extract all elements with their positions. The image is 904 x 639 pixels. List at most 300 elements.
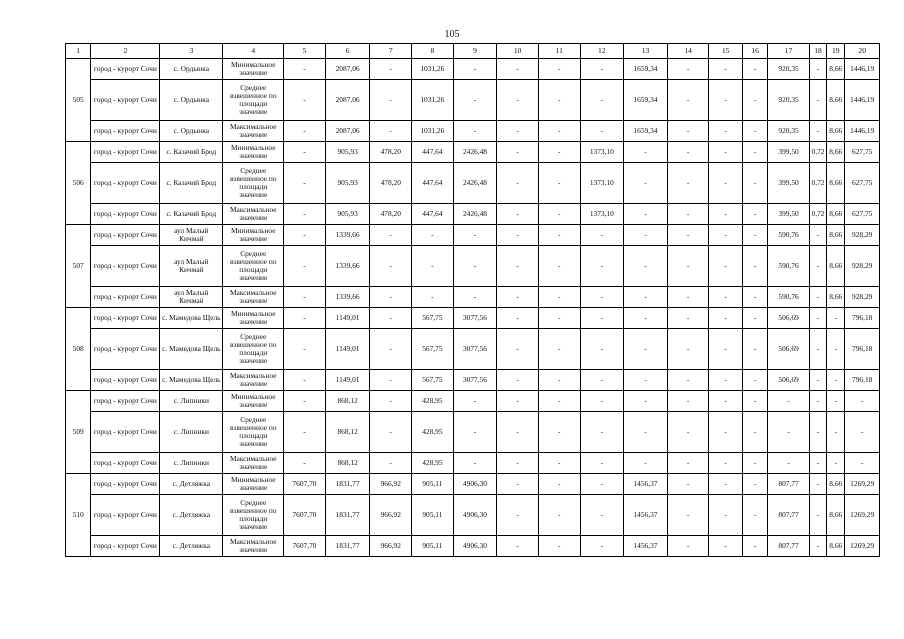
table-row (66, 474, 880, 495)
value-cell: - (809, 391, 826, 412)
table-row (66, 142, 880, 163)
value-cell: 4906,30 (453, 474, 497, 495)
value-cell: 7607,70 (284, 474, 326, 495)
table-row (66, 163, 880, 204)
value-cell: - (709, 287, 742, 308)
value-cell: - (538, 225, 580, 246)
value-cell: - (497, 287, 539, 308)
value-cell: - (809, 225, 826, 246)
value-cell: 0,72 (809, 163, 826, 204)
value-cell: 868,12 (325, 453, 370, 474)
settlement-cell: с. Мамедова Щель (160, 370, 223, 391)
value-cell: - (742, 225, 767, 246)
value-cell: - (667, 453, 709, 474)
value-cell: - (742, 370, 767, 391)
value-cell: - (624, 142, 668, 163)
value-cell: - (580, 370, 624, 391)
row-number-cell: 510 (66, 474, 91, 557)
value-cell: - (742, 329, 767, 370)
municipality-cell: город - курорт Сочи (91, 225, 160, 246)
value-cell: - (370, 80, 412, 121)
value-cell: 905,93 (325, 204, 370, 225)
value-cell: 1149,01 (325, 370, 370, 391)
value-type-cell: Среднее взвешенное по площади значение (223, 495, 284, 536)
municipality-cell: город - курорт Сочи (91, 412, 160, 453)
value-cell: 905,93 (325, 163, 370, 204)
data-table (65, 43, 880, 557)
value-cell: - (412, 287, 454, 308)
value-cell: 905,11 (412, 536, 454, 557)
column-header: 4 (223, 44, 284, 59)
value-cell: - (538, 474, 580, 495)
value-cell: 2087,06 (325, 80, 370, 121)
settlement-cell: с. Мамедова Щель (160, 308, 223, 329)
value-cell: 8,66 (827, 246, 845, 287)
value-cell: - (284, 59, 326, 80)
value-cell: - (709, 80, 742, 121)
value-cell: - (768, 453, 810, 474)
value-cell: 1031,26 (412, 121, 454, 142)
value-cell: - (370, 59, 412, 80)
value-cell: - (624, 370, 668, 391)
municipality-cell: город - курорт Сочи (91, 329, 160, 370)
table-row (66, 287, 880, 308)
value-cell: - (497, 121, 539, 142)
page-number: 105 (444, 29, 460, 40)
value-cell: - (538, 121, 580, 142)
value-cell: - (538, 412, 580, 453)
value-cell: 478,20 (370, 142, 412, 163)
settlement-cell: с. Липники (160, 412, 223, 453)
value-cell: - (497, 391, 539, 412)
value-cell: - (742, 495, 767, 536)
table-row (66, 59, 880, 80)
value-cell: - (538, 495, 580, 536)
municipality-cell: город - курорт Сочи (91, 59, 160, 80)
table-row (66, 536, 880, 557)
value-cell: 1373,10 (580, 163, 624, 204)
value-cell: - (845, 412, 880, 453)
value-cell: - (497, 80, 539, 121)
value-cell: - (667, 308, 709, 329)
value-type-cell: Среднее взвешенное по площади значение (223, 246, 284, 287)
value-cell: 1339,66 (325, 225, 370, 246)
row-number-cell: 506 (66, 142, 91, 225)
value-cell: 807,77 (768, 536, 810, 557)
value-cell: 627,75 (845, 163, 880, 204)
value-cell: 627,75 (845, 142, 880, 163)
municipality-cell: город - курорт Сочи (91, 536, 160, 557)
settlement-cell: аул Малый Кичмай (160, 246, 223, 287)
value-cell: - (538, 287, 580, 308)
value-cell: 905,11 (412, 495, 454, 536)
value-cell: - (742, 308, 767, 329)
settlement-cell: с. Ордынка (160, 80, 223, 121)
value-cell: - (667, 536, 709, 557)
settlement-cell: с. Ордынка (160, 121, 223, 142)
value-type-cell: Максимальное значение (223, 370, 284, 391)
value-cell: 966,92 (370, 474, 412, 495)
value-cell: - (709, 453, 742, 474)
value-cell: - (453, 225, 497, 246)
value-cell: - (709, 536, 742, 557)
value-cell: - (624, 453, 668, 474)
value-cell: - (624, 246, 668, 287)
value-cell: - (580, 80, 624, 121)
value-cell: 1446,19 (845, 121, 880, 142)
value-cell: - (667, 329, 709, 370)
table-row (66, 495, 880, 536)
value-cell: - (453, 453, 497, 474)
settlement-cell: с. Детляжка (160, 474, 223, 495)
value-cell: - (284, 80, 326, 121)
value-cell: 1373,10 (580, 204, 624, 225)
value-cell: - (580, 474, 624, 495)
value-cell: - (709, 391, 742, 412)
column-header: 7 (370, 44, 412, 59)
value-cell: - (667, 287, 709, 308)
column-header: 5 (284, 44, 326, 59)
value-cell: - (538, 536, 580, 557)
table-row (66, 121, 880, 142)
value-cell: 8,66 (827, 225, 845, 246)
value-cell: 1031,26 (412, 59, 454, 80)
value-cell: 590,76 (768, 225, 810, 246)
value-cell: - (742, 412, 767, 453)
value-cell: 3077,56 (453, 329, 497, 370)
value-cell: - (538, 391, 580, 412)
value-type-cell: Максимальное значение (223, 536, 284, 557)
table-row (66, 308, 880, 329)
value-cell: - (709, 142, 742, 163)
value-cell: 1659,34 (624, 59, 668, 80)
value-cell: 868,12 (325, 391, 370, 412)
municipality-cell: город - курорт Сочи (91, 80, 160, 121)
value-cell: - (742, 246, 767, 287)
value-cell: - (809, 287, 826, 308)
value-cell: - (580, 59, 624, 80)
column-header: 14 (667, 44, 709, 59)
value-cell: 478,20 (370, 163, 412, 204)
value-cell: - (827, 391, 845, 412)
value-cell: - (538, 308, 580, 329)
value-cell: - (497, 246, 539, 287)
value-cell: - (580, 287, 624, 308)
value-cell: 1339,66 (325, 287, 370, 308)
value-cell: - (624, 287, 668, 308)
value-cell: 428,95 (412, 412, 454, 453)
municipality-cell: город - курорт Сочи (91, 163, 160, 204)
value-cell: 0,72 (809, 204, 826, 225)
value-cell: - (453, 412, 497, 453)
value-cell: - (742, 163, 767, 204)
column-header: 17 (768, 44, 810, 59)
value-cell: - (845, 391, 880, 412)
value-type-cell: Среднее взвешенное по площади значение (223, 412, 284, 453)
value-cell: - (667, 391, 709, 412)
value-cell: 447,64 (412, 142, 454, 163)
value-cell: 1456,37 (624, 495, 668, 536)
value-cell: 1446,19 (845, 80, 880, 121)
value-cell: 590,76 (768, 246, 810, 287)
value-cell: - (284, 370, 326, 391)
table-row (66, 204, 880, 225)
row-number-cell: 508 (66, 308, 91, 391)
municipality-cell: город - курорт Сочи (91, 121, 160, 142)
value-cell: 796,18 (845, 308, 880, 329)
municipality-cell: город - курорт Сочи (91, 308, 160, 329)
value-cell: - (538, 370, 580, 391)
value-cell: - (768, 391, 810, 412)
value-cell: 920,35 (768, 121, 810, 142)
value-cell: 868,12 (325, 412, 370, 453)
settlement-cell: с. Казачий Брод (160, 142, 223, 163)
value-cell: - (370, 391, 412, 412)
column-header: 12 (580, 44, 624, 59)
value-type-cell: Минимальное значение (223, 142, 284, 163)
value-cell: 478,20 (370, 204, 412, 225)
value-cell: 1831,77 (325, 474, 370, 495)
value-type-cell: Максимальное значение (223, 121, 284, 142)
value-type-cell: Минимальное значение (223, 308, 284, 329)
value-cell: 8,66 (827, 121, 845, 142)
value-cell: - (538, 246, 580, 287)
value-cell: - (667, 59, 709, 80)
settlement-cell: с. Казачий Брод (160, 204, 223, 225)
value-cell: - (624, 329, 668, 370)
value-cell: 1831,77 (325, 536, 370, 557)
value-cell: - (827, 329, 845, 370)
value-cell: 8,66 (827, 287, 845, 308)
row-number-cell: 507 (66, 225, 91, 308)
value-cell: 1659,34 (624, 80, 668, 121)
value-cell: - (709, 308, 742, 329)
value-cell: 928,29 (845, 225, 880, 246)
value-cell: - (624, 163, 668, 204)
value-cell: 966,92 (370, 495, 412, 536)
municipality-cell: город - курорт Сочи (91, 204, 160, 225)
value-cell: - (412, 225, 454, 246)
value-cell: - (809, 246, 826, 287)
value-cell: 8,66 (827, 59, 845, 80)
value-cell: - (538, 453, 580, 474)
value-cell: 905,93 (325, 142, 370, 163)
value-cell: 8,66 (827, 163, 845, 204)
value-cell: - (580, 536, 624, 557)
value-cell: - (624, 308, 668, 329)
value-cell: 8,66 (827, 80, 845, 121)
value-cell: - (412, 246, 454, 287)
column-header: 10 (497, 44, 539, 59)
value-cell: 1339,66 (325, 246, 370, 287)
value-cell: - (624, 391, 668, 412)
value-cell: - (709, 121, 742, 142)
value-cell: - (284, 308, 326, 329)
value-cell: 627,75 (845, 204, 880, 225)
row-number-cell: 509 (66, 391, 91, 474)
value-cell: 8,66 (827, 204, 845, 225)
value-cell: 796,18 (845, 329, 880, 370)
value-cell: - (768, 412, 810, 453)
value-cell: - (667, 225, 709, 246)
value-cell: 506,69 (768, 370, 810, 391)
value-cell: 1446,19 (845, 59, 880, 80)
settlement-cell: с. Детляжка (160, 536, 223, 557)
value-cell: 1149,01 (325, 308, 370, 329)
column-header: 18 (809, 44, 826, 59)
value-cell: 2426,48 (453, 204, 497, 225)
municipality-cell: город - курорт Сочи (91, 246, 160, 287)
municipality-cell: город - курорт Сочи (91, 370, 160, 391)
settlement-cell: с. Детляжка (160, 495, 223, 536)
settlement-cell: аул Малый Кичмай (160, 225, 223, 246)
value-cell: 399,50 (768, 142, 810, 163)
value-cell: - (370, 225, 412, 246)
value-cell: - (624, 225, 668, 246)
value-type-cell: Максимальное значение (223, 453, 284, 474)
value-cell: 2087,06 (325, 59, 370, 80)
table-row (66, 391, 880, 412)
value-cell: - (667, 142, 709, 163)
value-cell: 807,77 (768, 495, 810, 536)
value-cell: 1659,34 (624, 121, 668, 142)
value-cell: - (809, 80, 826, 121)
value-cell: 1456,37 (624, 474, 668, 495)
value-cell: - (453, 391, 497, 412)
column-header: 1 (66, 44, 91, 59)
value-cell: - (742, 204, 767, 225)
settlement-cell: с. Липники (160, 453, 223, 474)
value-cell: - (667, 121, 709, 142)
value-cell: - (742, 536, 767, 557)
value-cell: - (742, 453, 767, 474)
value-type-cell: Минимальное значение (223, 391, 284, 412)
value-cell: - (827, 308, 845, 329)
value-cell: - (667, 370, 709, 391)
value-cell: 2087,06 (325, 121, 370, 142)
value-cell: - (538, 80, 580, 121)
municipality-cell: город - курорт Сочи (91, 391, 160, 412)
value-type-cell: Минимальное значение (223, 225, 284, 246)
value-cell: 966,92 (370, 536, 412, 557)
value-cell: - (453, 121, 497, 142)
value-cell: - (497, 536, 539, 557)
settlement-cell: аул Малый Кичмай (160, 287, 223, 308)
value-cell: - (709, 495, 742, 536)
value-cell: - (709, 474, 742, 495)
value-cell: - (580, 329, 624, 370)
value-cell: 399,50 (768, 163, 810, 204)
value-cell: - (624, 204, 668, 225)
value-cell: 796,18 (845, 370, 880, 391)
value-cell: - (709, 59, 742, 80)
value-cell: - (809, 121, 826, 142)
value-cell: 399,50 (768, 204, 810, 225)
value-cell: 4906,30 (453, 495, 497, 536)
value-cell: - (709, 163, 742, 204)
value-cell: - (709, 246, 742, 287)
value-cell: 1269,29 (845, 495, 880, 536)
table-row (66, 225, 880, 246)
value-cell: - (580, 225, 624, 246)
value-cell: - (538, 142, 580, 163)
value-cell: 506,69 (768, 308, 810, 329)
value-cell: - (742, 59, 767, 80)
value-cell: 567,75 (412, 370, 454, 391)
table-row (66, 453, 880, 474)
value-cell: - (370, 370, 412, 391)
value-cell: - (624, 412, 668, 453)
value-cell: 2426,48 (453, 142, 497, 163)
value-cell: - (742, 121, 767, 142)
value-cell: - (667, 80, 709, 121)
value-cell: - (809, 536, 826, 557)
value-cell: - (667, 474, 709, 495)
value-cell: - (580, 246, 624, 287)
value-cell: 928,29 (845, 287, 880, 308)
value-cell: - (742, 287, 767, 308)
value-cell: - (809, 453, 826, 474)
table-header-row (66, 44, 880, 59)
column-header: 16 (742, 44, 767, 59)
value-cell: - (580, 453, 624, 474)
value-cell: - (845, 453, 880, 474)
value-cell: 1373,10 (580, 142, 624, 163)
table-row (66, 412, 880, 453)
value-cell: - (497, 163, 539, 204)
value-cell: 428,95 (412, 391, 454, 412)
column-header: 19 (827, 44, 845, 59)
value-cell: - (709, 370, 742, 391)
value-cell: - (538, 329, 580, 370)
value-cell: 567,75 (412, 308, 454, 329)
value-cell: - (667, 163, 709, 204)
value-type-cell: Среднее взвешенное по площади значение (223, 329, 284, 370)
value-cell: - (497, 204, 539, 225)
value-cell: - (709, 204, 742, 225)
value-cell: 905,11 (412, 474, 454, 495)
value-cell: - (827, 370, 845, 391)
column-header: 15 (709, 44, 742, 59)
value-cell: - (809, 308, 826, 329)
value-cell: - (497, 495, 539, 536)
value-cell: 590,76 (768, 287, 810, 308)
value-cell: 3077,56 (453, 370, 497, 391)
value-cell: - (497, 308, 539, 329)
value-cell: 3077,56 (453, 308, 497, 329)
value-type-cell: Максимальное значение (223, 204, 284, 225)
value-cell: 1269,29 (845, 474, 880, 495)
value-cell: 1831,77 (325, 495, 370, 536)
value-cell: - (709, 225, 742, 246)
settlement-cell: с. Казачий Брод (160, 163, 223, 204)
value-cell: - (497, 412, 539, 453)
value-cell: - (709, 329, 742, 370)
value-cell: - (284, 246, 326, 287)
value-cell: - (809, 495, 826, 536)
column-header: 3 (160, 44, 223, 59)
value-cell: - (580, 308, 624, 329)
value-type-cell: Максимальное значение (223, 287, 284, 308)
value-type-cell: Минимальное значение (223, 59, 284, 80)
table-row (66, 80, 880, 121)
value-cell: - (809, 474, 826, 495)
column-header: 9 (453, 44, 497, 59)
value-cell: - (284, 121, 326, 142)
value-cell: - (453, 287, 497, 308)
value-cell: 8,66 (827, 495, 845, 536)
value-cell: - (370, 412, 412, 453)
